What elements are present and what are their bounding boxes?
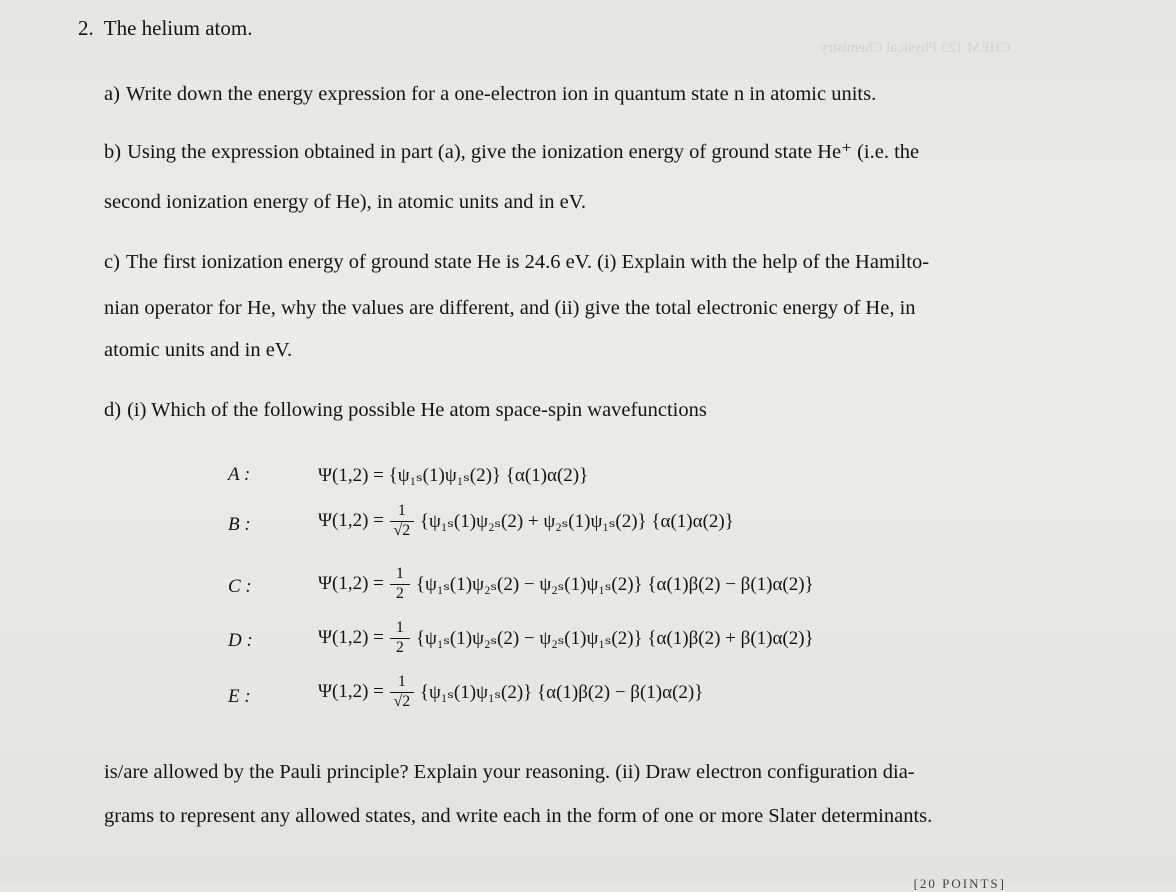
wavefunction-lhs: Ψ(1,2) = <box>318 573 384 595</box>
part-b-label: b) <box>104 141 122 163</box>
part-c-line-1: The first ionization energy of ground state He is 24.6 eV. (i) Explain with the help of the Hamilto- <box>125 251 930 273</box>
normalization-fraction <box>390 674 414 711</box>
wavefunction-body: {ψ₁ₛ(1)ψ₁ₛ(2)} {α(1)β(2) − β(1)α(2)} <box>419 681 704 703</box>
part-b-line-1: Using the expression obtained in part (a), give the ionization energy of ground state He⁺ (i.e. the <box>127 141 920 163</box>
fraction-numerator: 1 <box>397 502 406 519</box>
fraction-numerator: 1 <box>397 673 406 690</box>
wavefunction-lhs: Ψ(1,2) = <box>318 510 384 532</box>
part-a-label: a) <box>104 83 120 105</box>
fraction-denominator: √2 <box>393 692 411 710</box>
part-d-line-2: is/are allowed by the Pauli principle? Explain your reasoning. (ii) Draw electron configuration dia- <box>104 761 915 783</box>
points-marker: [20 POINTS] <box>913 876 1006 891</box>
wavefunction-b <box>318 503 734 540</box>
part-c-line-2: nian operator for He, why the values are different, and (ii) give the total electronic energy of He, in <box>104 297 916 319</box>
wavefunction-a <box>318 464 588 487</box>
wavefunction-label-c: C : <box>228 576 252 597</box>
fraction-denominator: √2 <box>393 521 411 539</box>
part-c-line-1-row <box>104 252 929 273</box>
wavefunction-body: {ψ₁ₛ(1)ψ₂ₛ(2) − ψ₂ₛ(1)ψ₁ₛ(2)} {α(1)β(2) − β(1)α(2)} <box>415 573 814 595</box>
normalization-fraction <box>390 566 410 603</box>
bleed-through-text: CHEM 123 Physical Chemistry <box>820 40 1011 56</box>
wavefunction-d <box>318 620 814 657</box>
normalization-fraction <box>390 503 414 540</box>
part-a-line-1: Write down the energy expression for a one-electron ion in quantum state n in atomic units. <box>125 83 877 105</box>
wavefunction-body: {ψ₁ₛ(1)ψ₁ₛ(2)} {α(1)α(2)} <box>388 465 589 486</box>
part-b-line-2: second ionization energy of He), in atomic units and in eV. <box>104 191 587 213</box>
fraction-numerator: 1 <box>395 565 404 582</box>
question-title <box>78 16 252 41</box>
question-heading: The helium atom. <box>103 16 253 40</box>
normalization-fraction <box>390 620 410 657</box>
wavefunction-lhs: Ψ(1,2) = <box>318 627 384 649</box>
wavefunction-c <box>318 566 814 603</box>
wavefunction-label-b: B : <box>228 514 251 535</box>
question-number: 2. <box>78 16 94 40</box>
wavefunction-body: {ψ₁ₛ(1)ψ₂ₛ(2) − ψ₂ₛ(1)ψ₁ₛ(2)} {α(1)β(2) + β(1)α(2)} <box>415 627 814 649</box>
wavefunction-body: {ψ₁ₛ(1)ψ₂ₛ(2) + ψ₂ₛ(1)ψ₁ₛ(2)} {α(1)α(2)} <box>419 510 734 532</box>
part-b-line-1-row <box>104 142 919 163</box>
part-a-text <box>104 84 876 105</box>
fraction-denominator: 2 <box>395 584 404 602</box>
wavefunction-label-a: A : <box>228 464 251 485</box>
wavefunction-lhs: Ψ(1,2) = <box>318 681 384 703</box>
fraction-denominator: 2 <box>395 638 404 656</box>
part-d-line-3: grams to represent any allowed states, and write each in the form of one or more Slater determinants. <box>104 805 933 827</box>
part-d-line-1-row <box>104 400 707 421</box>
wavefunction-e <box>318 674 703 711</box>
part-c-label: c) <box>104 251 120 273</box>
fraction-numerator: 1 <box>395 619 404 636</box>
wavefunction-label-e: E : <box>228 686 251 707</box>
part-d-line-1: (i) Which of the following possible He atom space-spin wavefunctions <box>127 399 707 421</box>
wavefunction-label-d: D : <box>228 630 253 651</box>
wavefunction-lhs: Ψ(1,2) = <box>318 464 384 486</box>
part-d-label: d) <box>104 399 122 421</box>
part-c-line-3: atomic units and in eV. <box>104 339 293 361</box>
